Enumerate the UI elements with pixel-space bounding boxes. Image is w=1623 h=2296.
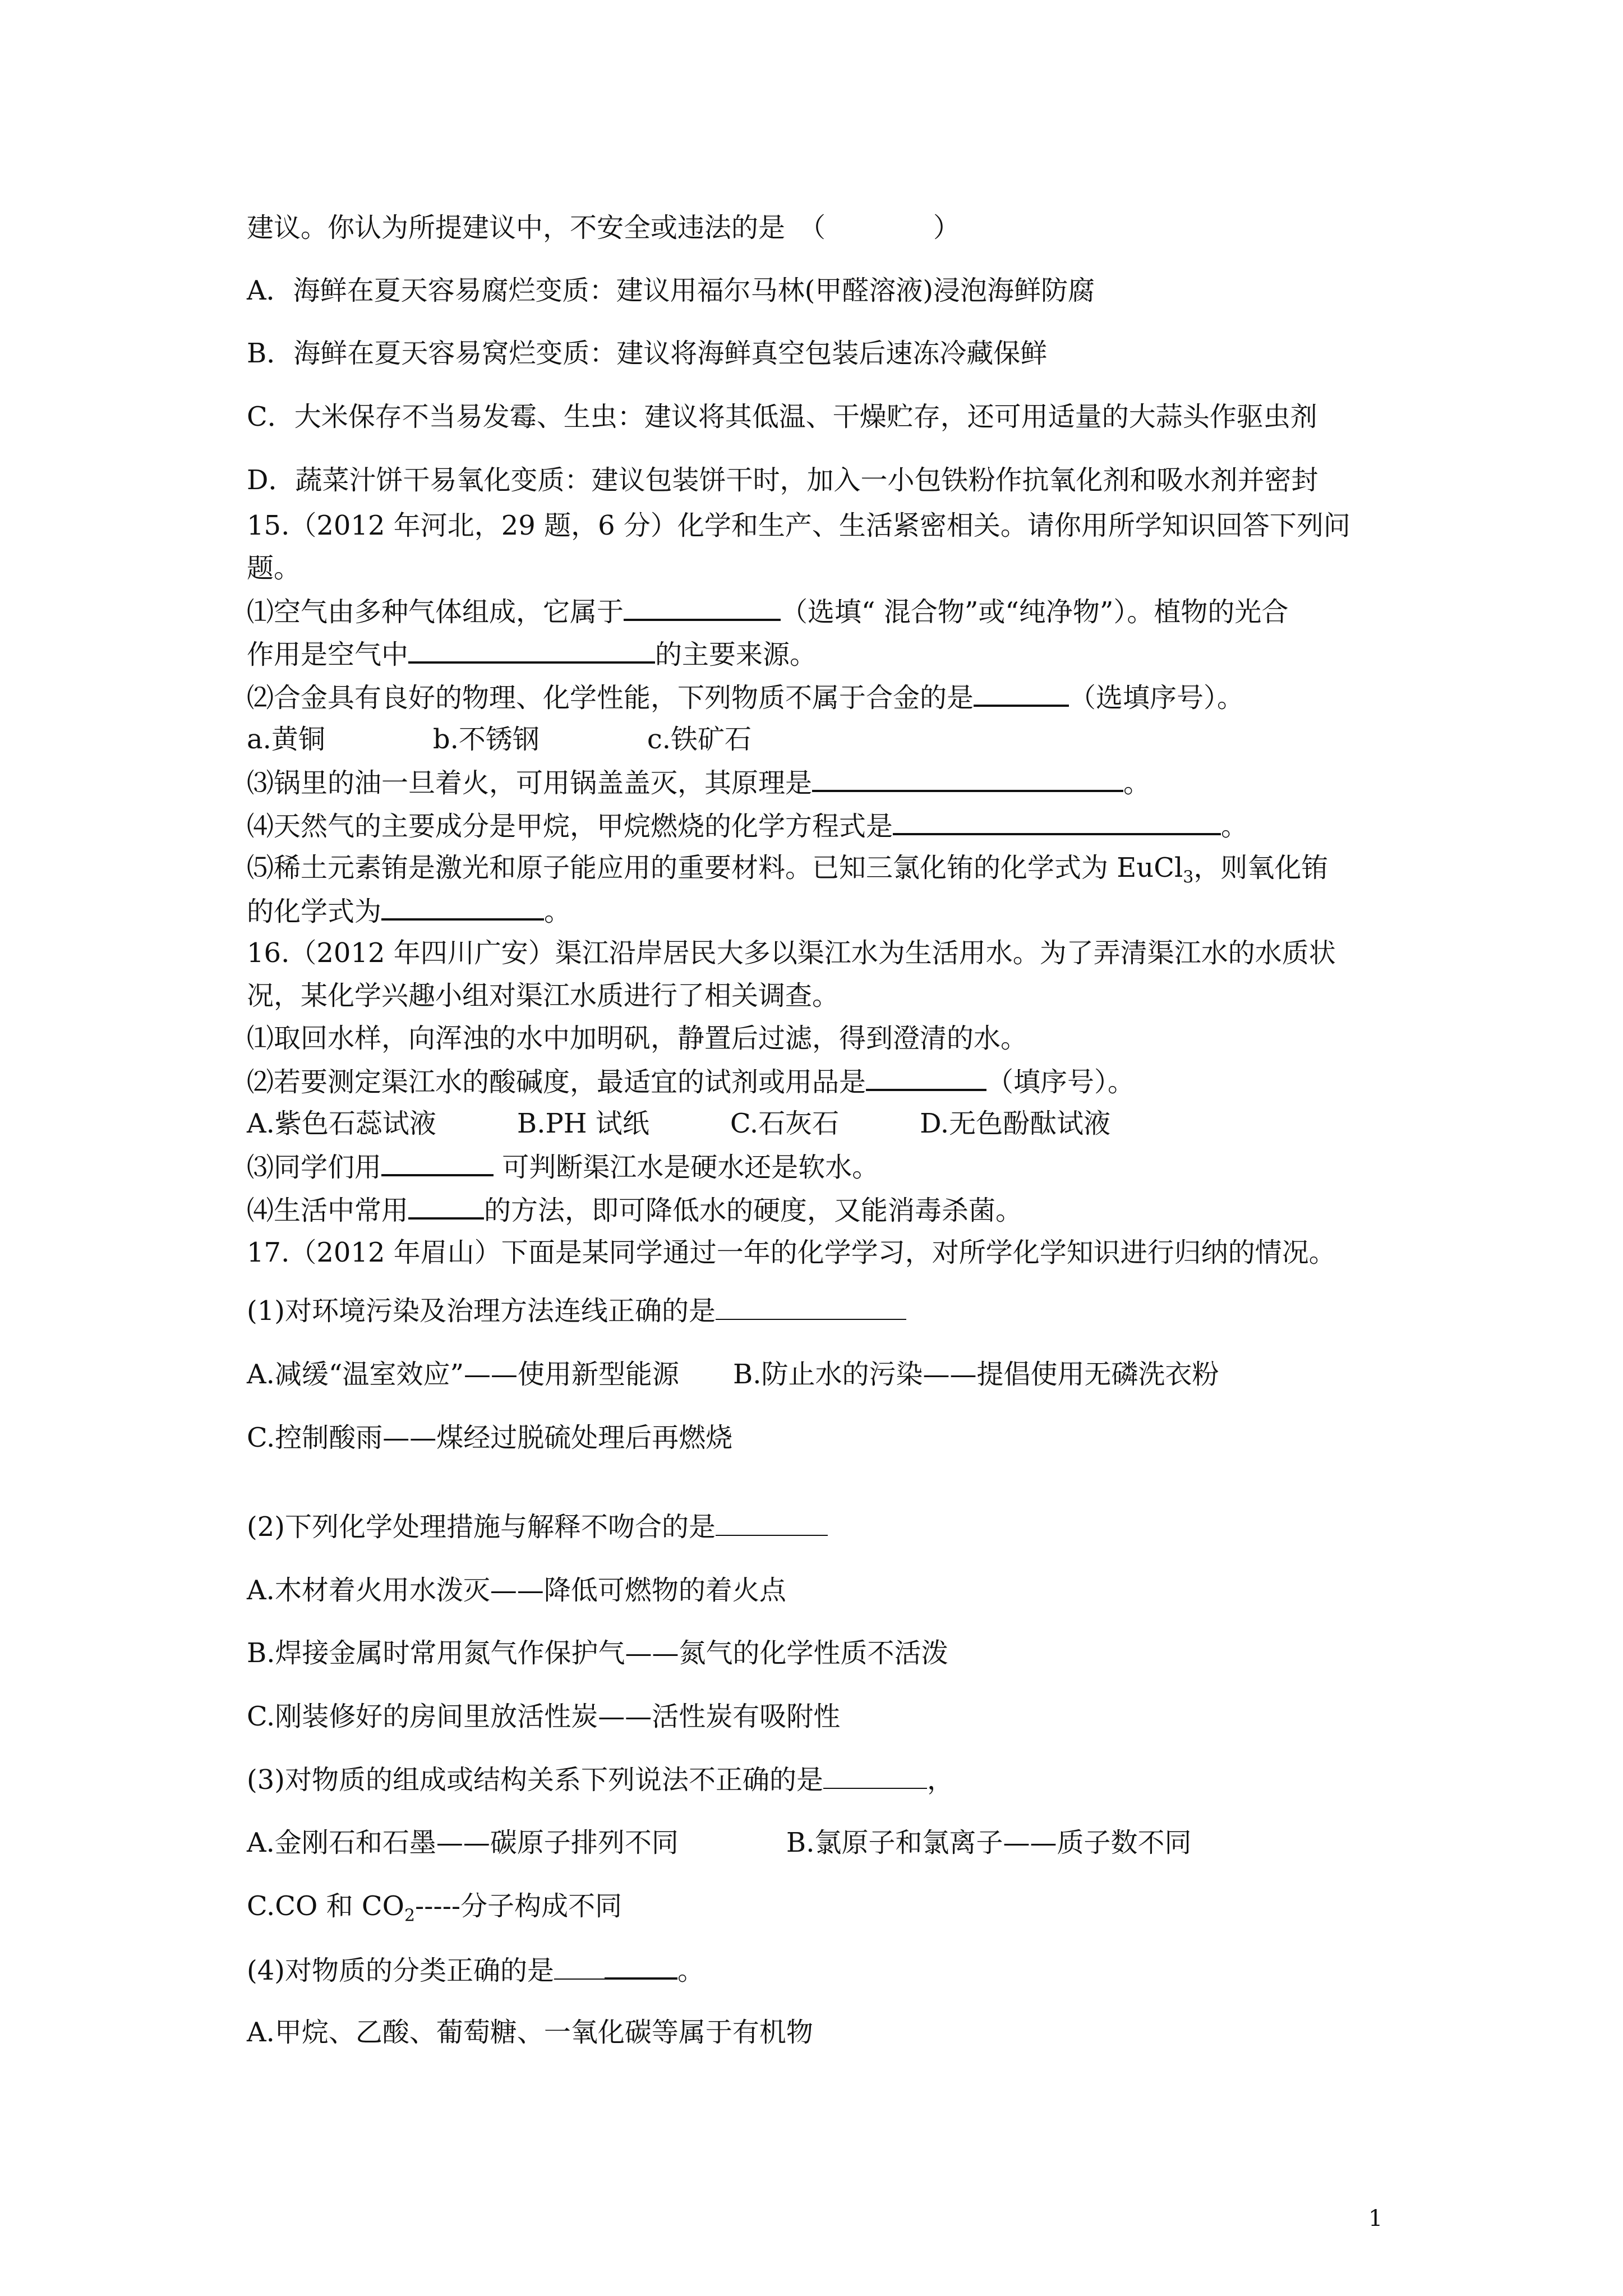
question-15-title-continued: 题。 <box>247 553 301 584</box>
answer-blank <box>866 1064 986 1091</box>
question-16-part-2 <box>247 1064 1135 1099</box>
question-17-part-2-option-a: A.木材着火用水泼灭——降低可燃物的着火点 <box>247 1575 786 1606</box>
text-part: ⑴空气由多种气体组成，它属于 <box>247 596 624 628</box>
option-a: A．海鲜在夏天容易腐烂变质：建议用福尔马林(甲醛溶液)浸泡海鲜防腐 <box>247 275 1095 306</box>
text-part: （填序号）。 <box>986 1066 1135 1098</box>
question-16-title: 16.（2012 年四川广安）渠江沿岸居民大多以渠江水为生活用水。为了弄清渠江水的水质状 <box>247 937 1336 969</box>
question-16-part-2-options: A.紫色石蕊试液 B.PH 试纸 C.石灰石 D.无色酚酞试液 <box>247 1108 1111 1139</box>
question-17-part-1-option-c: C.控制酸雨——煤经过脱硫处理后再燃烧 <box>247 1422 733 1453</box>
answer-blank <box>381 1149 494 1176</box>
text-part: ⑵若要测定渠江水的酸碱度，最适宜的试剂或用品是 <box>247 1066 866 1098</box>
text-part: 的方法，即可降低水的硬度，又能消毒杀菌。 <box>484 1195 1023 1226</box>
text-part: ⑶同学们用 <box>247 1152 382 1183</box>
question-17-part-1-options-ab: A.减缓“温室效应”——使用新型能源 B.防止水的污染——提倡使用无磷洗衣粉 <box>247 1359 1219 1390</box>
text-part: 。 <box>544 896 571 927</box>
text-part: ⑵合金具有良好的物理、化学性能，下列物质不属于合金的是 <box>247 682 974 714</box>
question-16-part-4 <box>247 1193 1022 1227</box>
question-17-part-2-option-b: B.焊接金属时常用氮气作保护气——氮气的化学性质不活泼 <box>247 1637 948 1669</box>
question-15-part-5-continued <box>247 894 571 928</box>
question-17-part-4 <box>247 1953 704 1987</box>
text-part: ⑷生活中常用 <box>247 1195 409 1226</box>
option-d: D．蔬菜汁饼干易氧化变质：建议包装饼干时，加入一小包铁粉作抗氧化剂和吸水剂并密封 <box>247 464 1318 496</box>
text-part: ，则氧化铕 <box>1193 852 1329 884</box>
page-number: 1 <box>1368 2206 1383 2231</box>
text-part: ⑶锅里的油一旦着火，可用锅盖盖灭，其原理是 <box>247 767 813 799</box>
text-part: ， <box>927 1764 955 1796</box>
question-17-part-3 <box>247 1763 954 1797</box>
text-part: ⑷天然气的主要成分是甲烷，甲烷燃烧的化学方程式是 <box>247 811 893 842</box>
answer-blank <box>554 1954 605 1980</box>
answer-blank <box>893 808 1221 835</box>
option-b: B．海鲜在夏天容易窝烂变质：建议将海鲜真空包装后速冻冷藏保鲜 <box>247 338 1048 369</box>
question-15-part-1 <box>247 594 1288 629</box>
text-part: （选填“ 混合物”或“纯净物”）。植物的光合 <box>781 596 1289 628</box>
text-part: 的主要来源。 <box>655 639 817 670</box>
answer-blank <box>716 1510 828 1536</box>
question-16-part-1: ⑴取回水样，向浑浊的水中加明矾，静置后过滤，得到澄清的水。 <box>247 1023 1028 1054</box>
text-part: ⑸稀土元素铕是激光和原子能应用的重要材料。已知三氯化铕的化学式为 EuCl <box>247 852 1183 884</box>
question-17-part-4-option-a: A.甲烷、乙酸、葡萄糖、一氧化碳等属于有机物 <box>247 2017 813 2048</box>
text-part: 的化学式为 <box>247 896 382 927</box>
question-15-part-5 <box>247 851 1328 885</box>
text-part: (2)下列化学处理措施与解释不吻合的是 <box>247 1511 716 1543</box>
answer-blank <box>716 1294 906 1320</box>
answer-blank <box>974 680 1069 707</box>
question-15-part-2-options: a.黄铜 b.不锈钢 c.铁矿石 <box>247 724 752 755</box>
subscript: 2 <box>404 1906 416 1926</box>
text-part: (4)对物质的分类正确的是 <box>247 1955 554 1986</box>
answer-blank <box>823 1763 927 1789</box>
text-part: 作用是空气中 <box>247 639 409 670</box>
question-14-stem: 建议。你认为所提建议中，不安全或违法的是 （ ） <box>247 212 961 243</box>
option-c: C．大米保存不当易发霉、生虫：建议将其低温、干燥贮存，还可用适量的大蒜头作驱虫剂 <box>247 401 1317 432</box>
question-15-title: 15.（2012 年河北，29 题，6 分）化学和生产、生活紧密相关。请你用所学知识回答下列问 <box>247 510 1350 541</box>
answer-blank <box>408 637 655 664</box>
question-15-part-2 <box>247 680 1244 715</box>
question-17-part-3-options-ab: A.金刚石和石墨——碳原子排列不同 B.氯原子和氯离子——质子数不同 <box>247 1827 1192 1858</box>
answer-blank <box>381 894 544 921</box>
text-part: （选填序号）。 <box>1069 682 1244 714</box>
question-17-part-2-option-c: C.刚装修好的房间里放活性炭——活性炭有吸附性 <box>247 1701 841 1732</box>
text-part: C.CO 和 CO <box>247 1890 404 1922</box>
question-16-title-continued: 况，某化学兴趣小组对渠江水质进行了相关调查。 <box>247 980 840 1011</box>
question-17-part-2 <box>247 1510 828 1544</box>
answer-blank <box>812 765 1123 792</box>
question-15-part-3 <box>247 765 1150 800</box>
text-part: (1)对环境污染及治理方法连线正确的是 <box>247 1295 716 1327</box>
question-16-part-3 <box>247 1149 879 1184</box>
text-part: (3)对物质的组成或结构关系下列说法不正确的是 <box>247 1764 823 1796</box>
text-part: 。 <box>1123 767 1151 799</box>
question-17-part-3-option-c <box>247 1889 623 1926</box>
question-15-part-4 <box>247 808 1248 843</box>
answer-blank <box>605 1953 677 1980</box>
text-part: 可判断渠江水是硬水还是软水。 <box>494 1152 879 1183</box>
answer-blank <box>408 1193 484 1220</box>
text-part: -----分子构成不同 <box>415 1890 623 1922</box>
text-part: 。 <box>677 1955 705 1986</box>
question-17-part-1 <box>247 1294 906 1328</box>
subscript: 3 <box>1183 867 1194 887</box>
answer-blank <box>624 594 781 621</box>
text-part: 。 <box>1221 811 1248 842</box>
question-15-part-1-continued <box>247 637 817 671</box>
question-17-title: 17.（2012 年眉山）下面是某同学通过一年的化学学习，对所学化学知识进行归纳的情况。 <box>247 1237 1336 1268</box>
